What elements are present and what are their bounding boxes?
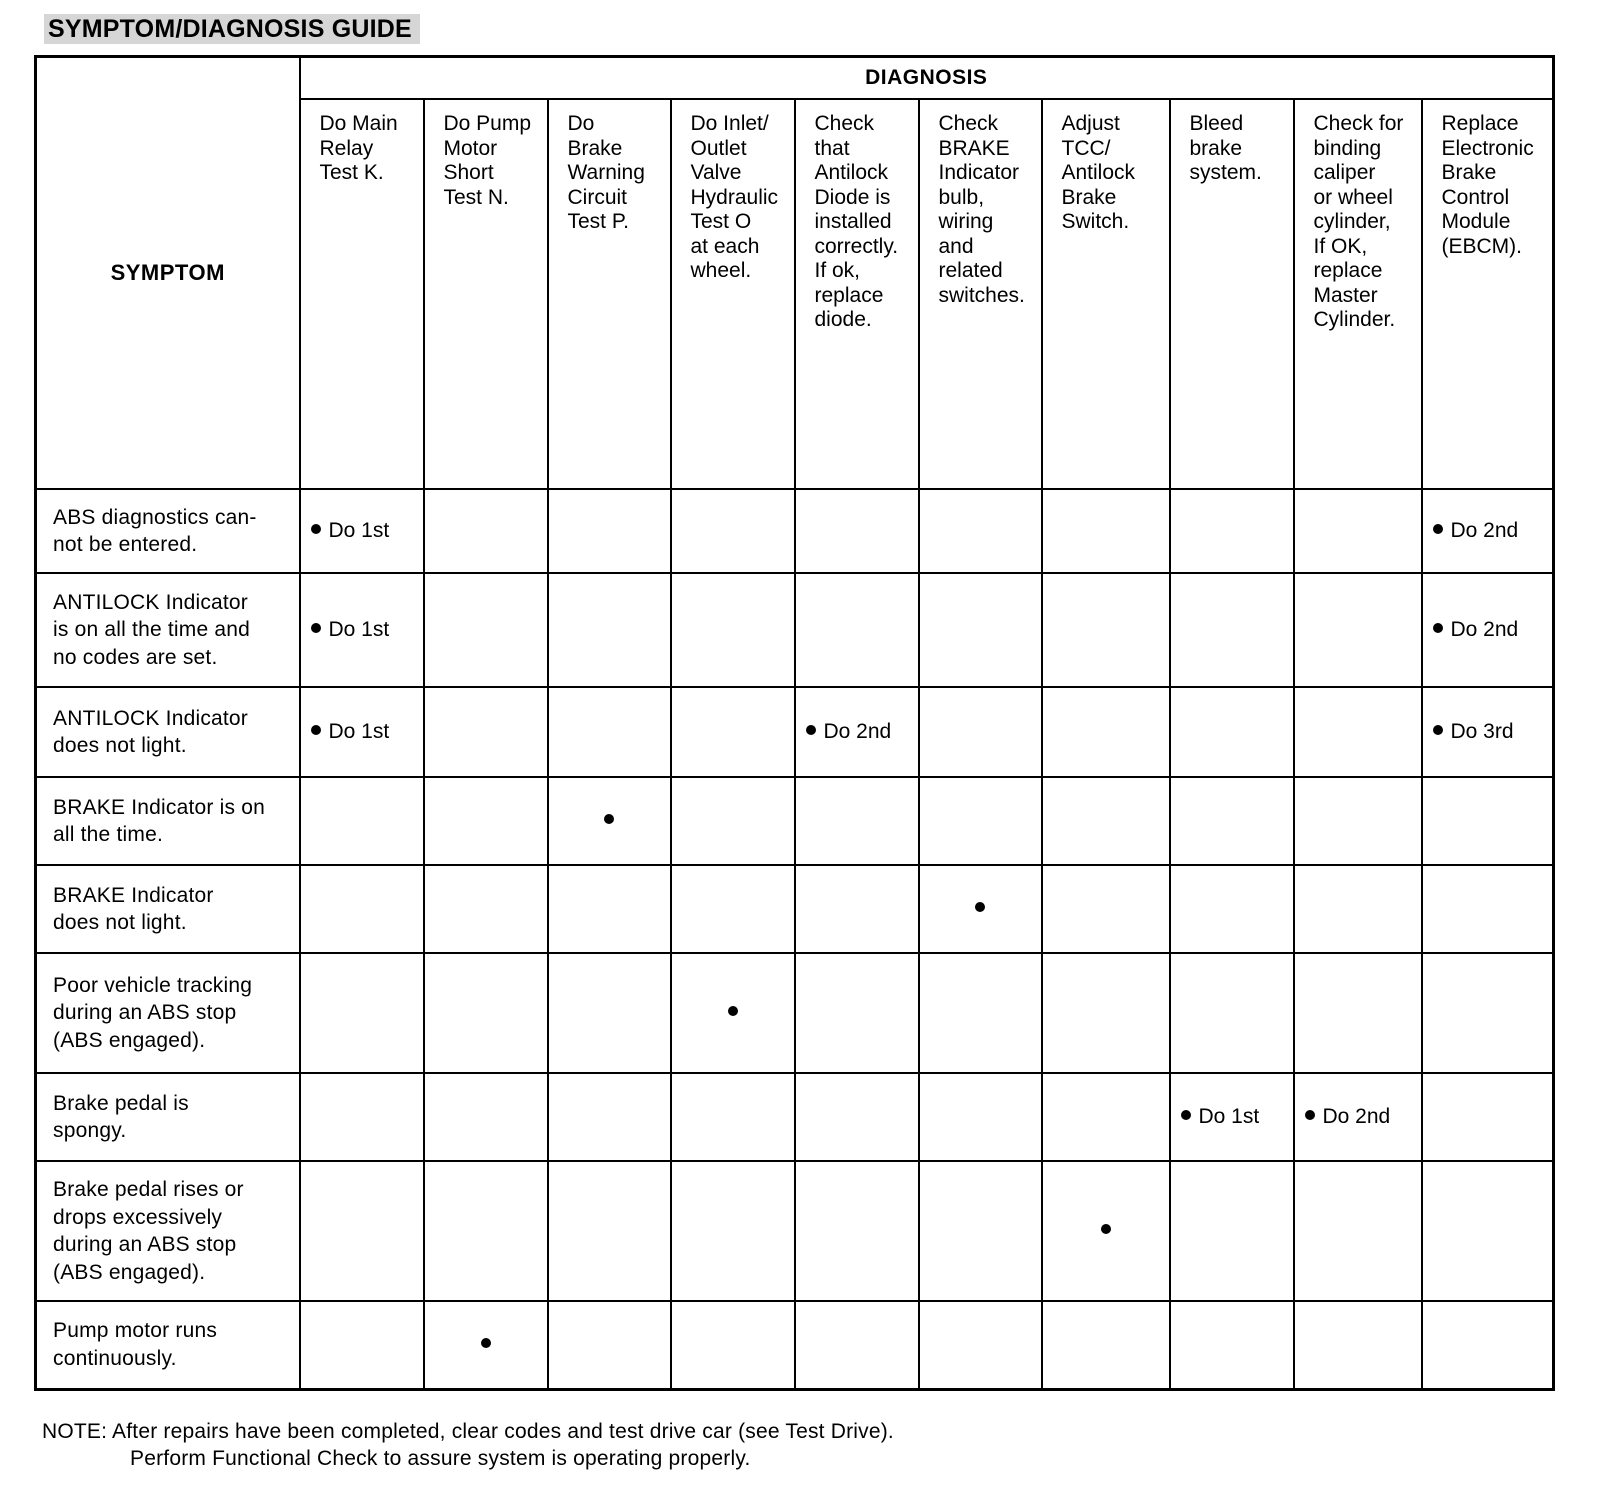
bullet-icon xyxy=(1433,725,1443,735)
empty-cell xyxy=(1042,687,1170,777)
step-order-cell xyxy=(300,489,424,573)
step-order-label: Do 2nd xyxy=(823,720,892,743)
empty-cell xyxy=(300,1301,424,1389)
empty-cell xyxy=(548,573,671,687)
empty-cell xyxy=(671,1073,795,1161)
step-order-cell xyxy=(1422,687,1554,777)
note xyxy=(42,1418,894,1472)
step-order-cell xyxy=(1170,1073,1294,1161)
note-line-1: NOTE: After repairs have been completed, clear codes and test drive car (see Test Drive). xyxy=(42,1420,894,1443)
symptom-cell: ANTILOCK Indicator is on all the time and no codes are set. xyxy=(36,573,300,687)
empty-cell xyxy=(1170,1161,1294,1301)
empty-cell xyxy=(1170,865,1294,953)
empty-cell xyxy=(424,777,548,865)
bullet-icon xyxy=(1101,1224,1111,1234)
empty-cell xyxy=(1422,953,1554,1073)
table-row xyxy=(36,489,1554,573)
empty-cell xyxy=(671,573,795,687)
empty-cell xyxy=(1170,777,1294,865)
bullet-icon xyxy=(311,725,321,735)
empty-cell xyxy=(300,1073,424,1161)
step-order-cell xyxy=(1422,489,1554,573)
symptom-cell: ABS diagnostics can- not be entered. xyxy=(36,489,300,573)
empty-cell xyxy=(795,777,919,865)
empty-cell xyxy=(300,1161,424,1301)
empty-cell xyxy=(548,489,671,573)
empty-cell xyxy=(1042,953,1170,1073)
check-mark-cell xyxy=(424,1301,548,1389)
empty-cell xyxy=(548,1301,671,1389)
step-order-label: Do 1st xyxy=(328,519,390,542)
empty-cell xyxy=(671,777,795,865)
check-mark-cell xyxy=(548,777,671,865)
empty-cell xyxy=(424,1161,548,1301)
step-order-label: Do 2nd xyxy=(1322,1105,1391,1128)
empty-cell xyxy=(919,687,1042,777)
empty-cell xyxy=(1170,489,1294,573)
empty-cell xyxy=(1042,777,1170,865)
empty-cell xyxy=(300,777,424,865)
empty-cell xyxy=(1042,1301,1170,1389)
empty-cell xyxy=(1042,573,1170,687)
step-order-label: Do 2nd xyxy=(1450,519,1519,542)
table-row xyxy=(36,777,1554,865)
check-mark-cell xyxy=(1042,1161,1170,1301)
bullet-icon xyxy=(1433,524,1443,534)
empty-cell xyxy=(671,1161,795,1301)
symptom-cell: BRAKE Indicator is on all the time. xyxy=(36,777,300,865)
empty-cell xyxy=(1294,953,1422,1073)
empty-cell xyxy=(1294,865,1422,953)
empty-cell xyxy=(300,865,424,953)
empty-cell xyxy=(1294,777,1422,865)
step-order-cell xyxy=(1294,1073,1422,1161)
check-mark-cell xyxy=(671,953,795,1073)
empty-cell xyxy=(1294,489,1422,573)
empty-cell xyxy=(548,687,671,777)
empty-cell xyxy=(795,1073,919,1161)
diagnosis-column-header: Check for binding caliper or wheel cylinder, If OK, replace Master Cylinder. xyxy=(1294,99,1422,489)
empty-cell xyxy=(1422,865,1554,953)
note-line-2: Perform Functional Check to assure system is operating properly. xyxy=(130,1447,751,1470)
diagnosis-column-header: Adjust TCC/ Antilock Brake Switch. xyxy=(1042,99,1170,489)
step-order-cell xyxy=(795,687,919,777)
table-row xyxy=(36,1301,1554,1389)
bullet-icon xyxy=(1433,623,1443,633)
empty-cell xyxy=(1170,953,1294,1073)
empty-cell xyxy=(671,865,795,953)
table-row xyxy=(36,573,1554,687)
empty-cell xyxy=(1294,1161,1422,1301)
empty-cell xyxy=(1422,1161,1554,1301)
empty-cell xyxy=(1170,1301,1294,1389)
symptom-cell: Brake pedal is spongy. xyxy=(36,1073,300,1161)
empty-cell xyxy=(300,953,424,1073)
empty-cell xyxy=(919,953,1042,1073)
empty-cell xyxy=(919,489,1042,573)
empty-cell xyxy=(795,489,919,573)
empty-cell xyxy=(424,573,548,687)
bullet-icon xyxy=(311,623,321,633)
empty-cell xyxy=(424,953,548,1073)
page-title: SYMPTOM/DIAGNOSIS GUIDE xyxy=(44,14,420,44)
empty-cell xyxy=(1422,777,1554,865)
diagnosis-column-header: Do Pump Motor Short Test N. xyxy=(424,99,548,489)
symptom-cell: BRAKE Indicator does not light. xyxy=(36,865,300,953)
empty-cell xyxy=(919,1161,1042,1301)
table-row xyxy=(36,1161,1554,1301)
empty-cell xyxy=(1042,865,1170,953)
empty-cell xyxy=(1422,1301,1554,1389)
check-mark-cell xyxy=(919,865,1042,953)
bullet-icon xyxy=(311,524,321,534)
diagnosis-column-header: Do Inlet/ Outlet Valve Hydraulic Test O at each wheel. xyxy=(671,99,795,489)
bullet-icon xyxy=(1305,1110,1315,1120)
empty-cell xyxy=(919,1073,1042,1161)
bullet-icon xyxy=(806,725,816,735)
step-order-cell xyxy=(300,573,424,687)
empty-cell xyxy=(1170,687,1294,777)
step-order-label: Do 3rd xyxy=(1450,720,1514,743)
empty-cell xyxy=(919,573,1042,687)
empty-cell xyxy=(795,953,919,1073)
symptom-cell: Poor vehicle tracking during an ABS stop (ABS engaged). xyxy=(36,953,300,1073)
diagnosis-column-header: Do Main Relay Test K. xyxy=(300,99,424,489)
symptom-diagnosis-table xyxy=(34,55,1555,1391)
bullet-icon xyxy=(604,814,614,824)
diagnosis-header: DIAGNOSIS xyxy=(300,57,1554,100)
table-row xyxy=(36,1073,1554,1161)
empty-cell xyxy=(424,1073,548,1161)
step-order-cell xyxy=(1422,573,1554,687)
diagnosis-column-header: Do Brake Warning Circuit Test P. xyxy=(548,99,671,489)
empty-cell xyxy=(424,687,548,777)
step-order-label: Do 2nd xyxy=(1450,618,1519,641)
empty-cell xyxy=(424,489,548,573)
empty-cell xyxy=(548,1161,671,1301)
empty-cell xyxy=(1042,1073,1170,1161)
bullet-icon xyxy=(1181,1110,1191,1120)
symptom-column-header: SYMPTOM xyxy=(36,57,300,490)
diagnosis-column-header: Bleed brake system. xyxy=(1170,99,1294,489)
empty-cell xyxy=(1294,573,1422,687)
bullet-icon xyxy=(728,1006,738,1016)
empty-cell xyxy=(1422,1073,1554,1161)
step-order-label: Do 1st xyxy=(328,720,390,743)
empty-cell xyxy=(919,777,1042,865)
empty-cell xyxy=(548,865,671,953)
empty-cell xyxy=(671,687,795,777)
step-order-label: Do 1st xyxy=(1198,1105,1260,1128)
table-row xyxy=(36,953,1554,1073)
bullet-icon xyxy=(975,902,985,912)
symptom-cell: Brake pedal rises or drops excessively during an ABS stop (ABS engaged). xyxy=(36,1161,300,1301)
empty-cell xyxy=(671,1301,795,1389)
empty-cell xyxy=(548,1073,671,1161)
diagnosis-column-header: Replace Electronic Brake Control Module (EBCM). xyxy=(1422,99,1554,489)
empty-cell xyxy=(1170,573,1294,687)
diagnosis-column-header: Check that Antilock Diode is installed correctly. If ok, replace diode. xyxy=(795,99,919,489)
empty-cell xyxy=(548,953,671,1073)
empty-cell xyxy=(795,573,919,687)
step-order-cell xyxy=(300,687,424,777)
symptom-cell: Pump motor runs continuously. xyxy=(36,1301,300,1389)
empty-cell xyxy=(1042,489,1170,573)
empty-cell xyxy=(1294,687,1422,777)
step-order-label: Do 1st xyxy=(328,618,390,641)
empty-cell xyxy=(671,489,795,573)
empty-cell xyxy=(424,865,548,953)
empty-cell xyxy=(1294,1301,1422,1389)
empty-cell xyxy=(795,865,919,953)
empty-cell xyxy=(795,1161,919,1301)
diagnosis-column-header: Check BRAKE Indicator bulb, wiring and related switches. xyxy=(919,99,1042,489)
symptom-cell: ANTILOCK Indicator does not light. xyxy=(36,687,300,777)
empty-cell xyxy=(795,1301,919,1389)
table-row xyxy=(36,687,1554,777)
empty-cell xyxy=(919,1301,1042,1389)
bullet-icon xyxy=(481,1338,491,1348)
table-row xyxy=(36,865,1554,953)
